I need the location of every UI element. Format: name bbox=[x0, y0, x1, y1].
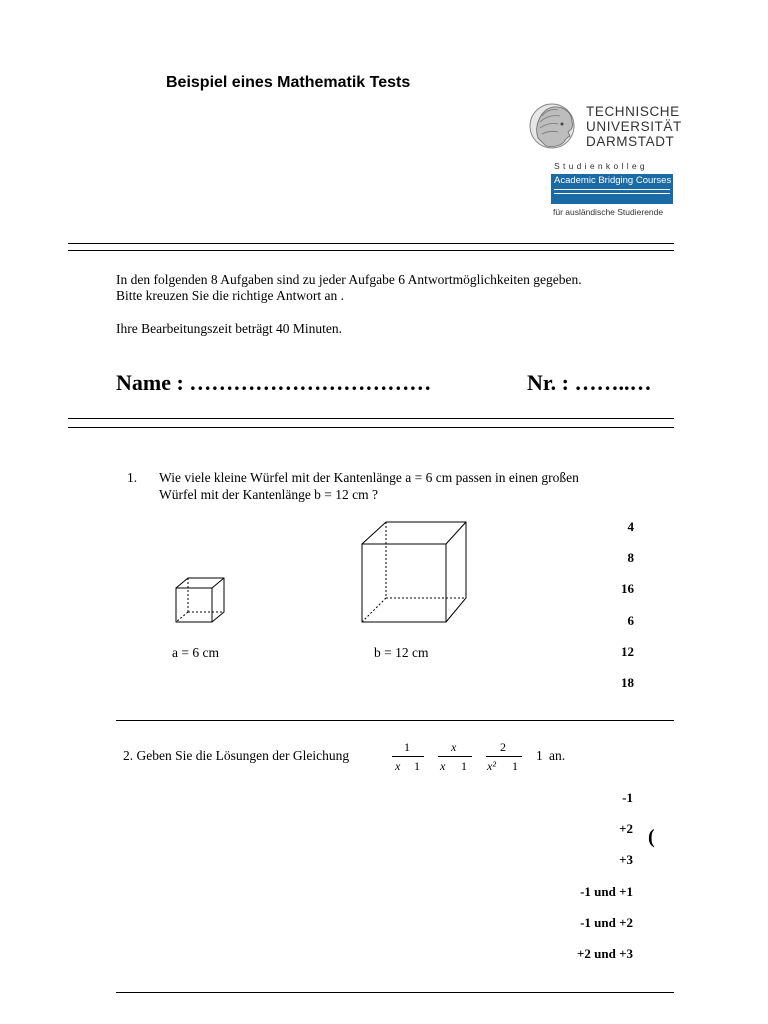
tu-darmstadt-logo bbox=[528, 98, 584, 154]
q2-answer-option[interactable]: -1 bbox=[622, 790, 633, 805]
q2-answer-option[interactable]: +2 bbox=[619, 821, 633, 836]
big-cube-label: b = 12 cm bbox=[374, 645, 429, 660]
q2-answer-option[interactable]: -1 und +2 bbox=[580, 915, 633, 930]
q1-text-line-1: Wie viele kleine Würfel mit der Kantenlänge a = 6 cm passen in einen großen bbox=[159, 470, 579, 485]
intro-line-3: Ihre Bearbeitungszeit beträgt 40 Minuten. bbox=[116, 321, 343, 336]
divider bbox=[116, 992, 674, 993]
q2-fraction-1-den-const: 1 bbox=[414, 759, 420, 773]
big-cube-figure bbox=[358, 518, 470, 626]
small-cube-figure bbox=[170, 574, 230, 626]
abc-banner-stripe bbox=[554, 189, 670, 190]
divider bbox=[116, 720, 674, 721]
q2-suffix: an. bbox=[549, 748, 566, 763]
q1-text-line-2: Würfel mit der Kantenlänge b = 12 cm ? bbox=[159, 487, 379, 502]
q1-answer-option[interactable]: 16 bbox=[621, 581, 634, 596]
q2-rhs: 1 bbox=[536, 748, 543, 763]
small-cube-label: a = 6 cm bbox=[172, 645, 219, 660]
fraction-bar bbox=[438, 756, 472, 757]
nr-field-label: Nr. : ……..… bbox=[527, 370, 652, 395]
divider bbox=[68, 418, 674, 419]
q1-answer-option[interactable]: 4 bbox=[627, 519, 634, 534]
abc-banner-text: Academic Bridging Courses bbox=[554, 175, 672, 186]
q2-fraction-2-den-const: 1 bbox=[461, 759, 467, 773]
q1-answer-option[interactable]: 6 bbox=[627, 613, 634, 628]
divider bbox=[68, 243, 674, 244]
name-field-label: Name : …………………………… bbox=[116, 370, 432, 395]
athena-head-icon bbox=[528, 98, 584, 154]
q2-fraction-3-numerator: 2 bbox=[500, 740, 506, 754]
tu-logo-text bbox=[586, 104, 682, 149]
q2-answer-option[interactable]: +3 bbox=[619, 852, 633, 867]
studienkolleg-label: Studienkolleg bbox=[554, 161, 648, 171]
q2-fraction-1-numerator: 1 bbox=[404, 740, 410, 754]
fraction-bar bbox=[486, 756, 522, 757]
q2-fraction-3-den-const: 1 bbox=[512, 759, 518, 773]
page-title: Beispiel eines Mathematik Tests bbox=[166, 74, 411, 91]
intro-line-2: Bitte kreuzen Sie die richtige Antwort an . bbox=[116, 288, 344, 303]
q1-answer-option[interactable]: 12 bbox=[621, 644, 634, 659]
divider bbox=[68, 427, 674, 428]
q1-number: 1. bbox=[127, 470, 138, 485]
tu-logo-line3: DARMSTADT bbox=[586, 134, 675, 149]
q2-fraction-2-numerator: x bbox=[451, 740, 457, 754]
q2-answer-option[interactable]: -1 und +1 bbox=[580, 884, 633, 899]
q1-answer-option[interactable]: 18 bbox=[621, 675, 634, 690]
fraction-bar bbox=[392, 756, 424, 757]
q2-fraction-2-den-var: x bbox=[440, 759, 446, 773]
tu-logo-line1: TECHNISCHE bbox=[586, 104, 680, 119]
intro-line-1: In den folgenden 8 Aufgaben sind zu jeder Aufgabe 6 Antwortmöglichkeiten gegeben. bbox=[116, 272, 582, 287]
check-mark: ( bbox=[648, 826, 655, 848]
q1-answer-option[interactable]: 8 bbox=[627, 550, 634, 565]
q2-answer-option[interactable]: +2 und +3 bbox=[576, 946, 633, 961]
q2-text: 2. Geben Sie die Lösungen der Gleichung bbox=[123, 748, 350, 763]
q2-fraction-1-den-var: x bbox=[395, 759, 401, 773]
tu-logo-line2: UNIVERSITÄT bbox=[586, 119, 682, 134]
divider bbox=[68, 250, 674, 251]
abc-subtitle: für ausländische Studierende bbox=[553, 207, 664, 217]
q2-fraction-3-den-var: x² bbox=[487, 759, 496, 773]
abc-banner-stripe bbox=[554, 193, 670, 194]
